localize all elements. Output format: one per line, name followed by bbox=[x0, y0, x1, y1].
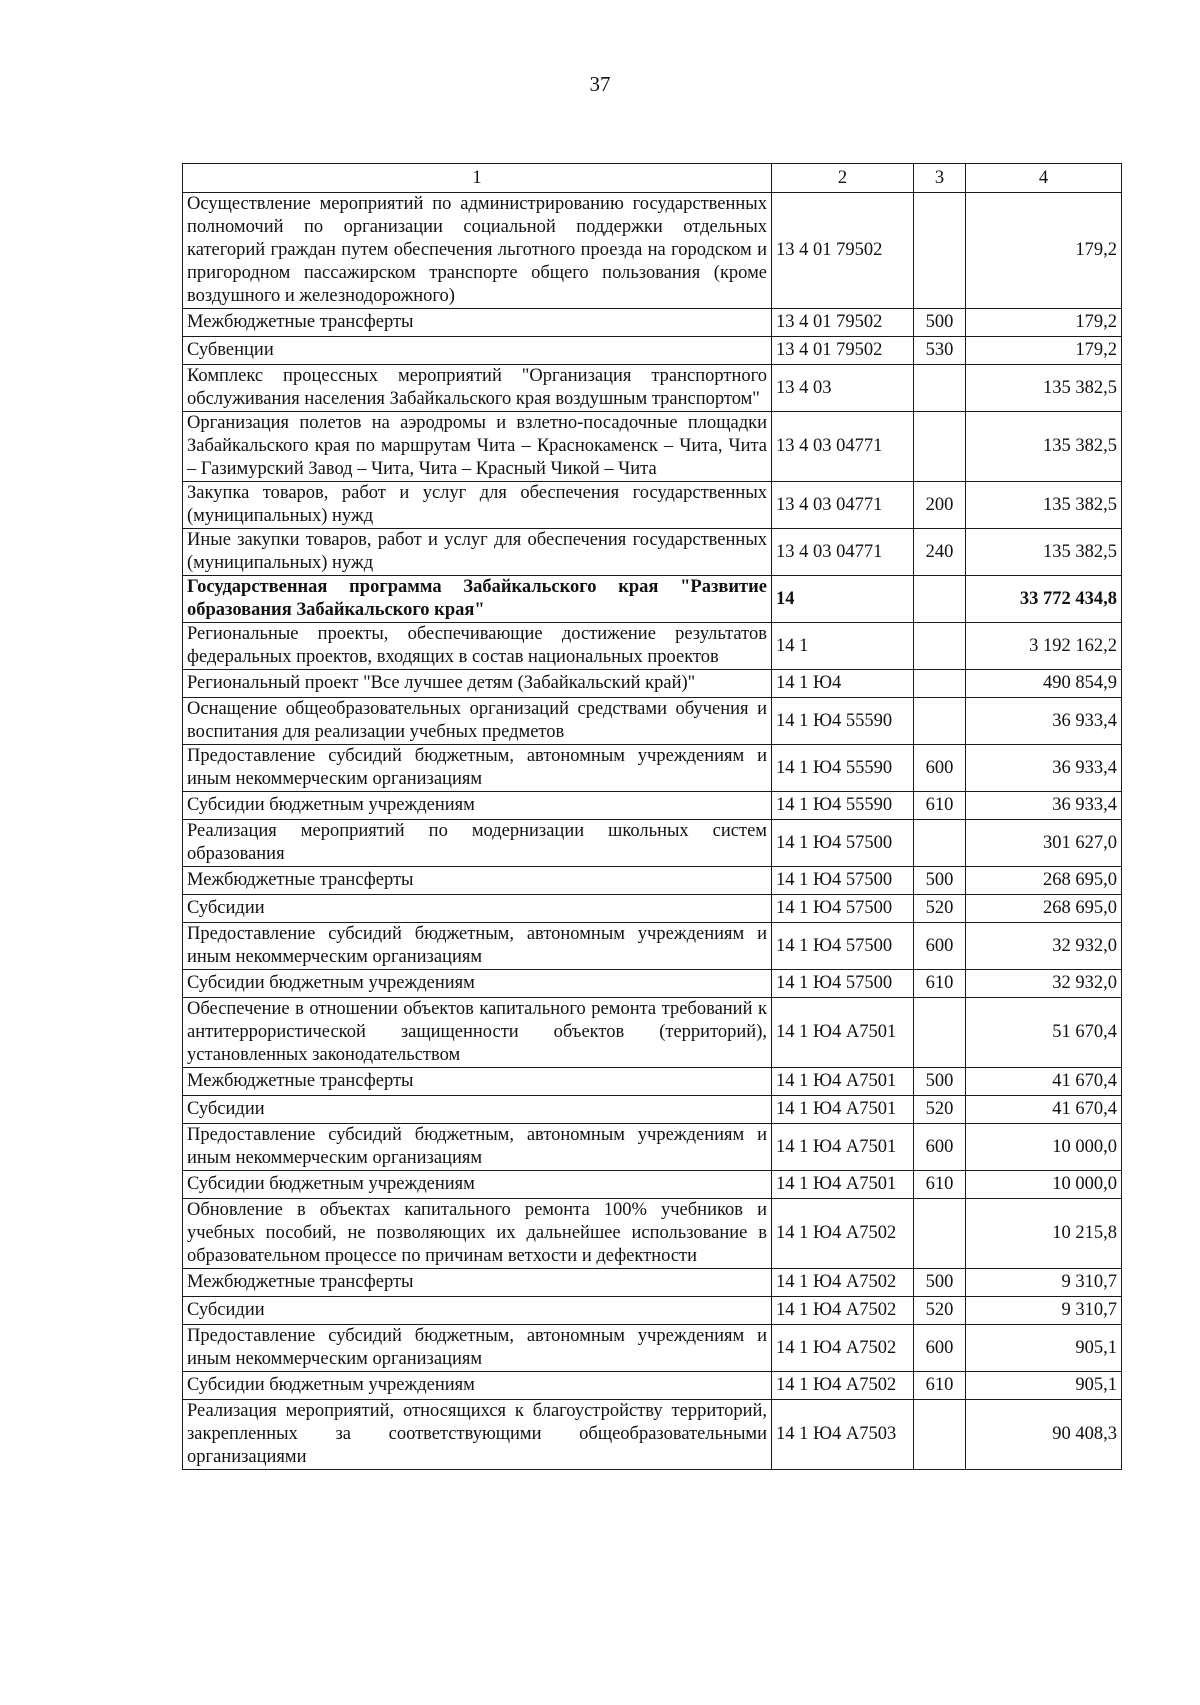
row-type-cell: 520 bbox=[914, 1096, 966, 1124]
row-name-cell: Субсидии бюджетным учреждениям bbox=[183, 970, 772, 998]
row-code-cell: 14 1 Ю4 А7502 bbox=[772, 1199, 914, 1269]
row-type-cell bbox=[914, 698, 966, 745]
row-amount-cell: 490 854,9 bbox=[966, 670, 1122, 698]
row-code-cell: 14 1 Ю4 57500 bbox=[772, 867, 914, 895]
table-row bbox=[183, 1124, 1122, 1171]
row-code-cell: 14 1 Ю4 А7501 bbox=[772, 1096, 914, 1124]
row-name-cell: Предоставление субсидий бюджетным, автономным учреждениям и иным некоммерческим организациям bbox=[183, 1325, 772, 1372]
row-code-cell: 13 4 03 04771 bbox=[772, 412, 914, 482]
row-name-cell: Иные закупки товаров, работ и услуг для обеспечения государственных (муниципальных) нужд bbox=[183, 529, 772, 576]
row-amount-cell: 10 215,8 bbox=[966, 1199, 1122, 1269]
row-name-cell: Межбюджетные трансферты bbox=[183, 1068, 772, 1096]
row-amount-cell: 268 695,0 bbox=[966, 895, 1122, 923]
table-row bbox=[183, 820, 1122, 867]
table-row bbox=[183, 337, 1122, 365]
table-row bbox=[183, 998, 1122, 1068]
row-code-cell: 13 4 03 04771 bbox=[772, 482, 914, 529]
header-col-3: 3 bbox=[914, 164, 966, 193]
row-amount-cell: 36 933,4 bbox=[966, 745, 1122, 792]
row-code-cell: 14 1 Ю4 57500 bbox=[772, 820, 914, 867]
row-code-cell: 14 1 Ю4 55590 bbox=[772, 745, 914, 792]
table-row bbox=[183, 623, 1122, 670]
row-amount-cell: 10 000,0 bbox=[966, 1124, 1122, 1171]
row-amount-cell: 135 382,5 bbox=[966, 412, 1122, 482]
row-type-cell: 600 bbox=[914, 923, 966, 970]
table-row bbox=[183, 309, 1122, 337]
row-code-cell: 14 1 Ю4 А7501 bbox=[772, 1068, 914, 1096]
row-name-cell: Осуществление мероприятий по администрированию государственных полномочий по организации социальной поддержки отдельных категорий граждан путем обеспечения льготного проезда на городском и пригородном пассажирском транспорте общего пользования (кроме воздушного и железнодорожного) bbox=[183, 193, 772, 309]
row-code-cell: 14 1 Ю4 57500 bbox=[772, 970, 914, 998]
table-row bbox=[183, 670, 1122, 698]
row-code-cell: 14 1 Ю4 А7502 bbox=[772, 1372, 914, 1400]
row-code-cell: 14 1 Ю4 А7501 bbox=[772, 1171, 914, 1199]
row-name-cell: Обеспечение в отношении объектов капитального ремонта требований к антитеррористической защищенности объектов (территорий), установленных законодательством bbox=[183, 998, 772, 1068]
header-col-2: 2 bbox=[772, 164, 914, 193]
row-name-cell: Субсидии бюджетным учреждениям bbox=[183, 1171, 772, 1199]
table-row bbox=[183, 867, 1122, 895]
row-amount-cell: 3 192 162,2 bbox=[966, 623, 1122, 670]
row-type-cell: 600 bbox=[914, 1124, 966, 1171]
row-name-cell: Предоставление субсидий бюджетным, автономным учреждениям и иным некоммерческим организациям bbox=[183, 745, 772, 792]
row-name-cell: Межбюджетные трансферты bbox=[183, 309, 772, 337]
table-body bbox=[183, 193, 1122, 1470]
row-name-cell: Субсидии bbox=[183, 1096, 772, 1124]
row-name-cell: Субсидии бюджетным учреждениям bbox=[183, 792, 772, 820]
table-row bbox=[183, 1297, 1122, 1325]
row-type-cell bbox=[914, 820, 966, 867]
row-amount-cell: 135 382,5 bbox=[966, 365, 1122, 412]
table-row bbox=[183, 745, 1122, 792]
row-code-cell: 14 1 Ю4 А7501 bbox=[772, 1124, 914, 1171]
row-type-cell: 610 bbox=[914, 1171, 966, 1199]
row-amount-cell: 90 408,3 bbox=[966, 1400, 1122, 1470]
table-row bbox=[183, 1269, 1122, 1297]
row-code-cell: 13 4 01 79502 bbox=[772, 309, 914, 337]
row-name-cell: Межбюджетные трансферты bbox=[183, 1269, 772, 1297]
row-code-cell: 13 4 01 79502 bbox=[772, 193, 914, 309]
row-code-cell: 14 1 Ю4 А7503 bbox=[772, 1400, 914, 1470]
table-row bbox=[183, 412, 1122, 482]
table-row bbox=[183, 1171, 1122, 1199]
row-type-cell bbox=[914, 1400, 966, 1470]
row-name-cell: Оснащение общеобразовательных организаций средствами обучения и воспитания для реализации учебных предметов bbox=[183, 698, 772, 745]
header-col-4: 4 bbox=[966, 164, 1122, 193]
row-code-cell: 14 1 Ю4 55590 bbox=[772, 792, 914, 820]
row-amount-cell: 41 670,4 bbox=[966, 1096, 1122, 1124]
table-row bbox=[183, 698, 1122, 745]
row-code-cell: 14 1 Ю4 bbox=[772, 670, 914, 698]
row-type-cell bbox=[914, 576, 966, 623]
table-row bbox=[183, 1068, 1122, 1096]
row-amount-cell: 32 932,0 bbox=[966, 970, 1122, 998]
row-name-cell: Субвенции bbox=[183, 337, 772, 365]
row-type-cell: 200 bbox=[914, 482, 966, 529]
row-code-cell: 14 1 bbox=[772, 623, 914, 670]
row-name-cell: Обновление в объектах капитального ремонта 100% учебников и учебных пособий, не позволяющих их дальнейшее использование в образовательном процессе по причинам ветхости и дефектности bbox=[183, 1199, 772, 1269]
row-code-cell: 13 4 03 bbox=[772, 365, 914, 412]
row-name-cell: Реализация мероприятий по модернизации школьных систем образования bbox=[183, 820, 772, 867]
table-row bbox=[183, 1096, 1122, 1124]
row-name-cell: Закупка товаров, работ и услуг для обеспечения государственных (муниципальных) нужд bbox=[183, 482, 772, 529]
table-row bbox=[183, 1400, 1122, 1470]
table-row bbox=[183, 1199, 1122, 1269]
row-type-cell bbox=[914, 193, 966, 309]
row-type-cell bbox=[914, 670, 966, 698]
row-code-cell: 14 1 Ю4 57500 bbox=[772, 895, 914, 923]
row-amount-cell: 9 310,7 bbox=[966, 1269, 1122, 1297]
row-code-cell: 13 4 03 04771 bbox=[772, 529, 914, 576]
header-col-1: 1 bbox=[183, 164, 772, 193]
row-code-cell: 14 1 Ю4 А7502 bbox=[772, 1325, 914, 1372]
budget-table bbox=[182, 163, 1122, 1470]
table-row bbox=[183, 792, 1122, 820]
row-name-cell: Государственная программа Забайкальского края "Развитие образования Забайкальского края" bbox=[183, 576, 772, 623]
table-row bbox=[183, 923, 1122, 970]
row-name-cell: Реализация мероприятий, относящихся к благоустройству территорий, закрепленных за соответствующими общеобразовательными организациями bbox=[183, 1400, 772, 1470]
row-type-cell: 610 bbox=[914, 792, 966, 820]
table-row bbox=[183, 193, 1122, 309]
table-row bbox=[183, 529, 1122, 576]
row-type-cell bbox=[914, 365, 966, 412]
row-type-cell: 240 bbox=[914, 529, 966, 576]
row-amount-cell: 36 933,4 bbox=[966, 792, 1122, 820]
row-code-cell: 14 1 Ю4 55590 bbox=[772, 698, 914, 745]
row-type-cell: 520 bbox=[914, 1297, 966, 1325]
row-amount-cell: 135 382,5 bbox=[966, 482, 1122, 529]
row-amount-cell: 135 382,5 bbox=[966, 529, 1122, 576]
row-name-cell: Субсидии бюджетным учреждениям bbox=[183, 1372, 772, 1400]
table-row bbox=[183, 576, 1122, 623]
row-type-cell bbox=[914, 1199, 966, 1269]
row-amount-cell: 9 310,7 bbox=[966, 1297, 1122, 1325]
row-type-cell: 600 bbox=[914, 1325, 966, 1372]
row-name-cell: Субсидии bbox=[183, 1297, 772, 1325]
row-name-cell: Предоставление субсидий бюджетным, автономным учреждениям и иным некоммерческим организациям bbox=[183, 923, 772, 970]
row-amount-cell: 179,2 bbox=[966, 309, 1122, 337]
row-amount-cell: 179,2 bbox=[966, 193, 1122, 309]
row-name-cell: Организация полетов на аэродромы и взлетно-посадочные площадки Забайкальского края по маршрутам Чита – Краснокаменск – Чита, Чита – Газимурский Завод – Чита, Чита – Красный Чикой – Чита bbox=[183, 412, 772, 482]
row-amount-cell: 33 772 434,8 bbox=[966, 576, 1122, 623]
row-type-cell bbox=[914, 998, 966, 1068]
row-type-cell: 500 bbox=[914, 1269, 966, 1297]
row-name-cell: Региональный проект "Все лучшее детям (Забайкальский край)" bbox=[183, 670, 772, 698]
row-amount-cell: 51 670,4 bbox=[966, 998, 1122, 1068]
table-row bbox=[183, 895, 1122, 923]
page-number: 37 bbox=[589, 72, 611, 96]
row-type-cell: 610 bbox=[914, 970, 966, 998]
row-type-cell: 520 bbox=[914, 895, 966, 923]
row-type-cell bbox=[914, 412, 966, 482]
table-row bbox=[183, 970, 1122, 998]
row-amount-cell: 10 000,0 bbox=[966, 1171, 1122, 1199]
row-code-cell: 14 1 Ю4 А7502 bbox=[772, 1269, 914, 1297]
row-amount-cell: 32 932,0 bbox=[966, 923, 1122, 970]
row-type-cell: 610 bbox=[914, 1372, 966, 1400]
row-code-cell: 14 bbox=[772, 576, 914, 623]
row-code-cell: 14 1 Ю4 А7501 bbox=[772, 998, 914, 1068]
row-amount-cell: 179,2 bbox=[966, 337, 1122, 365]
row-code-cell: 14 1 Ю4 А7502 bbox=[772, 1297, 914, 1325]
row-type-cell bbox=[914, 623, 966, 670]
row-type-cell: 500 bbox=[914, 309, 966, 337]
row-amount-cell: 905,1 bbox=[966, 1372, 1122, 1400]
header-row bbox=[183, 164, 1122, 193]
row-amount-cell: 268 695,0 bbox=[966, 867, 1122, 895]
row-name-cell: Субсидии bbox=[183, 895, 772, 923]
row-amount-cell: 36 933,4 bbox=[966, 698, 1122, 745]
row-amount-cell: 41 670,4 bbox=[966, 1068, 1122, 1096]
row-type-cell: 500 bbox=[914, 867, 966, 895]
table-row bbox=[183, 482, 1122, 529]
row-type-cell: 600 bbox=[914, 745, 966, 792]
table-header bbox=[183, 164, 1122, 193]
row-name-cell: Предоставление субсидий бюджетным, автономным учреждениям и иным некоммерческим организациям bbox=[183, 1124, 772, 1171]
row-name-cell: Межбюджетные трансферты bbox=[183, 867, 772, 895]
row-name-cell: Комплекс процессных мероприятий "Организация транспортного обслуживания населения Забайкальского края воздушным транспортом" bbox=[183, 365, 772, 412]
table-row bbox=[183, 1372, 1122, 1400]
table-row bbox=[183, 1325, 1122, 1372]
row-amount-cell: 301 627,0 bbox=[966, 820, 1122, 867]
row-name-cell: Региональные проекты, обеспечивающие достижение результатов федеральных проектов, входящих в состав национальных проектов bbox=[183, 623, 772, 670]
row-code-cell: 13 4 01 79502 bbox=[772, 337, 914, 365]
row-type-cell: 500 bbox=[914, 1068, 966, 1096]
table-row bbox=[183, 365, 1122, 412]
row-type-cell: 530 bbox=[914, 337, 966, 365]
row-amount-cell: 905,1 bbox=[966, 1325, 1122, 1372]
row-code-cell: 14 1 Ю4 57500 bbox=[772, 923, 914, 970]
